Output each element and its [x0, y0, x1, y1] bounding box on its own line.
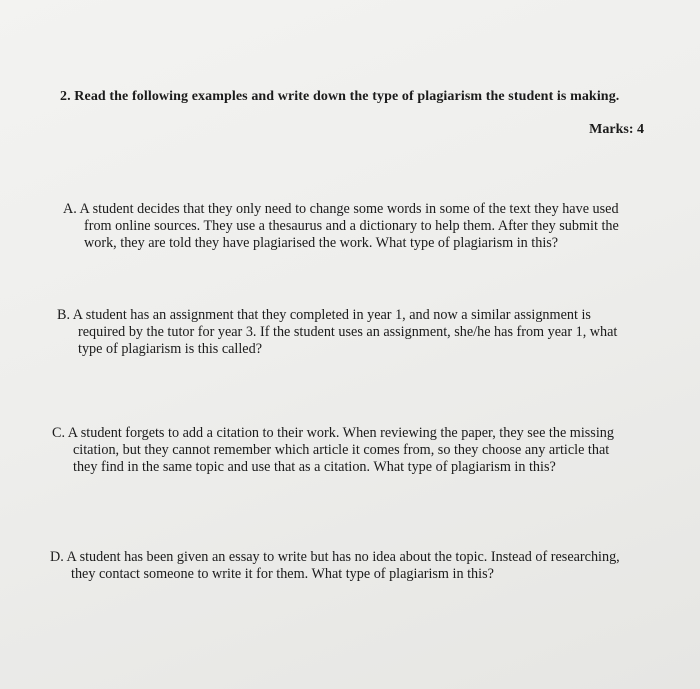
example-c-line: citation, but they cannot remember which article it comes from, so they choose any article that [73, 442, 610, 458]
example-d-line: D. A student has been given an essay to write but has no idea about the topic. Instead of researching, [50, 549, 620, 565]
example-a-line: work, they are told they have plagiarised the work. What type of plagiarism in this? [84, 235, 559, 251]
example-c-line: they find in the same topic and use that as a citation. What type of plagiarism in this? [73, 459, 556, 475]
example-a-line: A. A student decides that they only need to change some words in some of the text they have used [63, 201, 619, 217]
marks-label: Marks: 4 [589, 122, 644, 137]
example-d-line: they contact someone to write it for them. What type of plagiarism in this? [71, 566, 494, 582]
example-a-line: from online sources. They use a thesaurus and a dictionary to help them. After they submit the [84, 218, 619, 234]
example-c [52, 425, 614, 476]
example-d [50, 549, 620, 583]
example-c-line: C. A student forgets to add a citation to their work. When reviewing the paper, they see the missing [52, 425, 614, 441]
example-b [57, 307, 617, 358]
question-heading: 2. Read the following examples and write down the type of plagiarism the student is making. [60, 89, 620, 104]
example-a [63, 201, 619, 252]
example-b-line: type of plagiarism is this called? [78, 341, 262, 357]
example-b-line: B. A student has an assignment that they completed in year 1, and now a similar assignment is [57, 307, 591, 323]
example-b-line: required by the tutor for year 3. If the student uses an assignment, she/he has from year 1, what [78, 324, 618, 340]
